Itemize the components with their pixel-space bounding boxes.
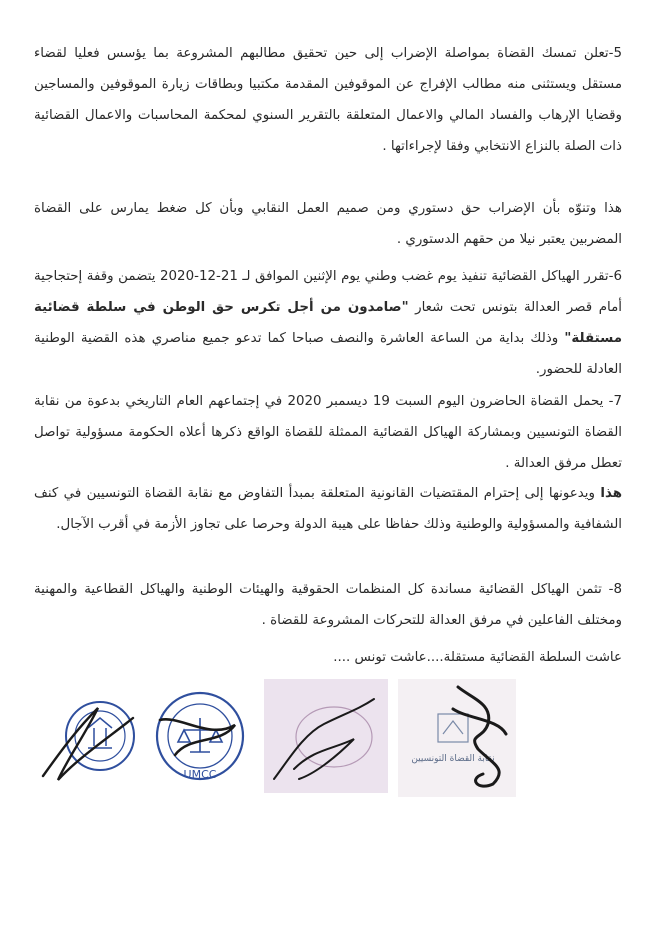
seal-umcc-icon	[150, 680, 250, 792]
stamp-seal-umcc	[150, 680, 250, 792]
closing-slogan: عاشت السلطة القضائية مستقلة....عاشت تونس ....	[333, 650, 622, 665]
union-name-label: نقابة القضاة التونسيين	[411, 754, 495, 764]
paragraph-item-6	[34, 261, 622, 385]
paragraph-item-7: 7- يحمل القضاة الحاضرون اليوم السبت 19 ديسمبر 2020 في إجتماعهم العام التاريخي بدعوة من نقابة القضاة التونسيين وبمشاركة الهياكل القضائية الممثلة للقضاة الواقع ذكرها أعلاه الحكومة مسؤولية تواصل تعطل مرفق العدالة .	[34, 394, 622, 471]
umcc-label: UMCC	[183, 768, 217, 781]
seal-1-icon	[38, 688, 148, 788]
union-logo-icon	[398, 679, 516, 797]
signature-scan-1	[264, 679, 388, 793]
item-6-text-a: 6-تقرر الهياكل القضائية تنفيذ يوم غضب وطني يوم الإثنين الموافق لـ 21-12-2020 يتضمن وقفة إحتجاجية أمام قصر العدالة بتونس تحت شعار	[34, 269, 622, 315]
negotiation-text: ويدعونها إلى إحترام المقتضيات القانونية المتعلقة بمبدأ التفاوض مع نقابة القضاة التونسيين في كنف الشفافية والمسؤولية والوطنية وذلك حفاظا على هيبة الدولة وحرصا على تجاوز الأزمة في أقرب الآجال.	[34, 486, 622, 532]
signature-icon	[264, 679, 388, 793]
paragraph-negotiation-call	[34, 478, 622, 540]
paragraph-item-5: 5-تعلن تمسك القضاة بمواصلة الإضراب إلى حين تحقيق مطالبهم المشروعة بما يؤسس فعليا لقضاء مستقل ويستثنى منه مطالب الإفراج عن الموقوفين المقدمة مكتبيا وبطاقات زيارة الموقوفين والمساجين وقضايا الإرهاب والفساد المالي والاعمال المتعلقة بالتقرير السنوي لمحكمة المحاسبات والاعمال القضائية ذات الصلة بالنزاع الانتخابي وفقا لإجراءاتها .	[34, 46, 622, 154]
stamp-seal-1	[38, 688, 148, 788]
paragraph-item-8: 8- تثمن الهياكل القضائية مساندة كل المنظمات الحقوقية والهيئات الوطنية والهياكل القطاعية والمهنية ومختلف الفاعلين في مرفق العدالة للتحركات المشروعة للقضاة .	[34, 582, 622, 628]
item-6-slogan: "صامدون من أجل تكرس حق الوطن في سلطة قضائية مستقلة"	[34, 300, 622, 346]
item-6-text-c: وذلك بداية من الساعة العاشرة والنصف صباحا كما تدعو جميع مناصري هذه القضية الوطنية العادلة للحضور.	[34, 331, 622, 377]
negotiation-lead-word: هذا	[600, 486, 622, 501]
signature-scan-2	[398, 679, 516, 797]
paragraph-strike-right: هذا وتنوّه بأن الإضراب حق دستوري ومن صميم العمل النقابي وبأن كل ضغط يمارس على القضاة المضربين يعتبر نيلا من حقهم الدستوري .	[34, 201, 622, 247]
